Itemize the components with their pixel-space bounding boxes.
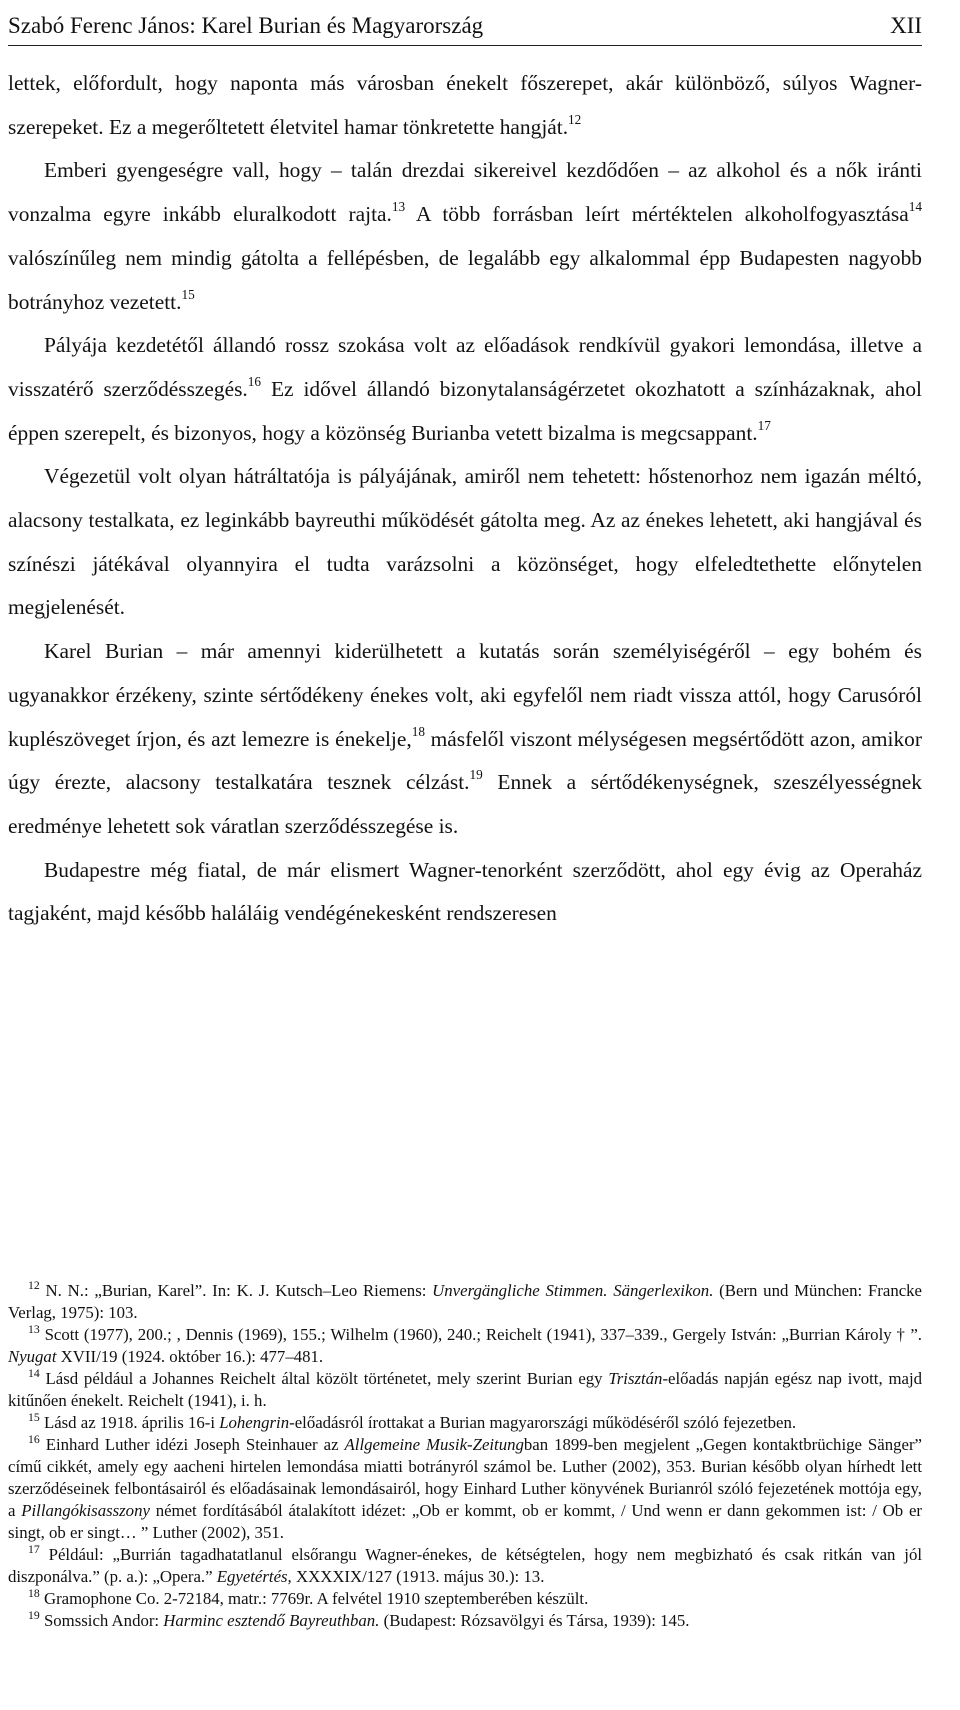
text-run: Gramophone Co. 2-72184, matr.: 7769r. A felvétel 1910 szeptemberében készült.: [39, 1589, 589, 1608]
text-run: A több forrásban leírt mértéktelen alkoholfogyasztása: [405, 202, 909, 227]
page-number: XII: [890, 12, 922, 38]
text-run: másfelől viszont mélységesen megsértődött azon, amikor úgy érezte, alacsony testalkatára tesznek célzást.: [8, 726, 922, 795]
text-run: Lásd az 1918. április 16-i: [39, 1413, 220, 1432]
footnote-reference: 15: [181, 286, 195, 302]
footnote-reference: 19: [469, 767, 483, 783]
italic-text: Egyetértés,: [216, 1567, 292, 1586]
footnote-number: 12: [28, 1278, 40, 1292]
text-run: (Budapest: Rózsavölgyi és Társa, 1939): 145.: [379, 1611, 690, 1630]
footnote-number: 18: [28, 1586, 40, 1600]
text-run: német fordításából átalakított idézet: „Ob er kommt, ob er kommt, / Und wenn er dann gekommen ist: / Ob er singt, ob er singt… ” Luther (2002), 351.: [8, 1501, 922, 1542]
text-run: Ennek a sértődékenységnek, szeszélyességnek eredménye lehetett sok váratlan szerződésszegése is.: [8, 770, 922, 838]
footnote-reference: 16: [247, 373, 262, 389]
body-paragraph: [8, 849, 922, 936]
footnote-number: 13: [28, 1322, 40, 1336]
italic-text: Unvergängliche Stimmen. Sängerlexikon.: [432, 1281, 714, 1300]
footnote: [8, 1412, 922, 1434]
text-run: ban 1899-ben megjelent „Gegen kontaktbrüchige Sänger” című cikkét, amely egy aacheni hirtelen lemondása miatti botrányról számol be. Luther (2002), 353. Burian később olyan hírhedt lett szerződéseinek felbontásairól és előadásainak lemondásairól, hogy Einhard Luther könyvének Burianról szóló fejezetének mottója egy, a: [8, 1435, 922, 1520]
body-paragraph: [8, 630, 922, 849]
header-title: Szabó Ferenc János: Karel Burian és Magyarország: [8, 12, 484, 38]
text-run: Emberi gyengeségre vall, hogy – talán drezdai sikereivel kezdődően – az alkohol és a nők iránti vonzalma egyre inkább eluralkodott rajta.: [8, 158, 922, 227]
italic-text: Nyugat: [8, 1347, 57, 1366]
text-run: -előadás napján egész nap ivott, majd kitűnően énekelt. Reichelt (1941), i. h.: [8, 1369, 922, 1410]
text-run: Például: „Burrián tagadhatatlanul elsőrangu Wagner-énekes, de kétségtelen, hogy nem megbizható és csak ritkán van jól diszponálva.” (p. a.): „Opera.”: [8, 1545, 922, 1586]
footnote: [8, 1324, 922, 1368]
italic-text: Pillangókisasszony: [21, 1501, 150, 1520]
footnote: [8, 1368, 922, 1412]
text-run: N. N.: „Burian, Karel”. In: K. J. Kutsch–Leo Riemens:: [39, 1281, 433, 1300]
footnotes-section: [8, 1280, 922, 1632]
italic-text: Harminc esztendő Bayreuthban.: [163, 1611, 380, 1630]
footnote: [8, 1588, 922, 1610]
footnote-number: 15: [28, 1410, 40, 1424]
text-run: Pályája kezdetétől állandó rossz szokása volt az előadások rendkívül gyakori lemondása, illetve a visszatérő szerződésszegés.: [8, 333, 922, 401]
footnote-reference: 12: [568, 111, 582, 127]
text-run: Einhard Luther idézi Joseph Steinhauer az: [39, 1435, 345, 1454]
footnote: [8, 1610, 922, 1632]
footnote-number: 14: [28, 1366, 40, 1380]
running-header: [8, 6, 922, 46]
footnote-number: 19: [28, 1608, 40, 1622]
text-run: Lásd például a Johannes Reichelt által közölt történetet, mely szerint Burian egy: [39, 1369, 609, 1388]
text-run: (Bern und München: Francke Verlag, 1975): 103.: [8, 1281, 922, 1322]
body-paragraph: [8, 62, 922, 149]
text-run: Scott (1977), 200.; , Dennis (1969), 155.; Wilhelm (1960), 240.; Reichelt (1941), 337–339., Gergely István: „Burrian Károly † ”.: [39, 1325, 922, 1344]
footnote-reference: 17: [757, 417, 771, 433]
italic-text: Allgemeine Musik-Zeitung: [344, 1435, 524, 1454]
text-run: XXXXIX/127 (1913. május 30.): 13.: [291, 1567, 545, 1586]
text-run: XVII/19 (1924. október 16.): 477–481.: [56, 1347, 324, 1366]
text-run: Ez idővel állandó bizonytalanságérzetet okozhatott a színházaknak, ahol éppen szerepelt, és bizonyos, hogy a közönség Burianba vetett bizalma is megcsappant.: [8, 376, 922, 445]
footnote-number: 16: [28, 1432, 40, 1446]
body-paragraph: [8, 324, 922, 455]
italic-text: Trisztán: [608, 1369, 663, 1388]
footnote: [8, 1544, 922, 1588]
text-run: -előadásról írottakat a Burian magyarországi működéséről szóló fejezetben.: [289, 1413, 797, 1432]
text-run: Budapestre még fiatal, de már elismert Wagner-tenorként szerződött, ahol egy évig az Operaház tagjaként, majd később haláláig vendégénekesként rendszeresen: [8, 857, 922, 926]
italic-text: Lohengrin: [219, 1413, 290, 1432]
text-run: Karel Burian – már amennyi kiderülhetett a kutatás során személyiségéről – egy bohém és ugyanakkor érzékeny, szinte sértődékeny énekes volt, aki egyfelől nem riadt vissza attól, hogy Carusóról kuplészöveget írjon, és azt lemezre is énekelje,: [8, 639, 922, 751]
footnote-reference: 14: [908, 199, 922, 215]
footnote-reference: 13: [391, 199, 406, 215]
text-run: lettek, előfordult, hogy naponta más városban énekelt főszerepet, akár különböző, súlyos Wagner-szerepeket. Ez a megerőltetett életvitel hamar tönkretette hangját.: [8, 71, 922, 139]
footnote: [8, 1280, 922, 1324]
text-run: valószínűleg nem mindig gátolta a fellépésben, de legalább egy alkalommal épp Budapesten nagyobb botrányhoz vezetett.: [8, 245, 922, 314]
body-paragraph: [8, 455, 922, 630]
main-text: [8, 62, 922, 936]
footnote: [8, 1434, 922, 1544]
body-paragraph: [8, 149, 922, 324]
text-run: Somssich Andor:: [39, 1611, 164, 1630]
footnote-reference: 18: [411, 723, 425, 739]
footnote-number: 17: [28, 1542, 40, 1556]
text-run: Végezetül volt olyan hátráltatója is pályájának, amiről nem tehetett: hőstenorhoz nem igazán méltó, alacsony testalkata, ez leginkább bayreuthi működését gátolta meg. Az az énekes lehetett, aki hangjával és színészi játékával olyannyira el tudta varázsolni a közönséget, hogy elfeledtethette előnytelen megjelenését.: [8, 464, 922, 620]
